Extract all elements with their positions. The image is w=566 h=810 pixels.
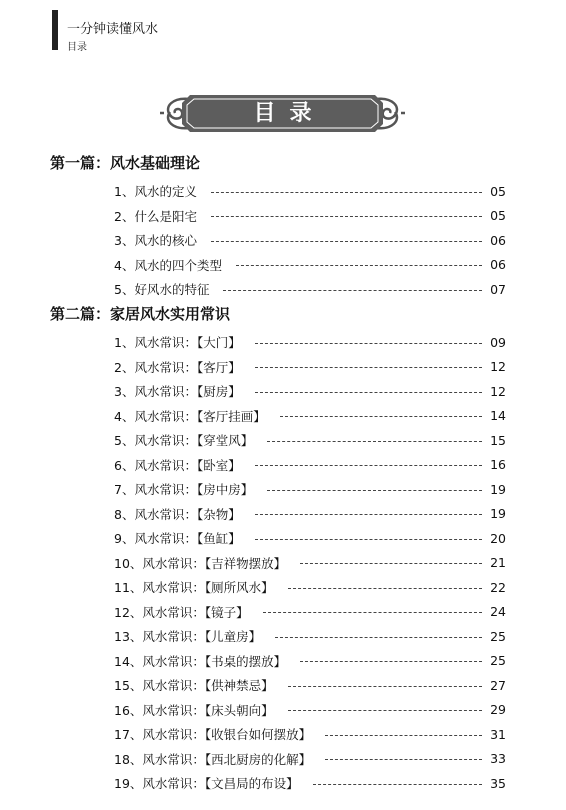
entry-label: 14、风水常识：【书桌的摆放】 bbox=[114, 653, 287, 669]
toc-entry[interactable] bbox=[114, 453, 506, 478]
page-number: 06 bbox=[490, 232, 506, 248]
entry-label: 10、风水常识：【吉祥物摆放】 bbox=[114, 555, 287, 571]
entry-label: 7、风水常识：【房中房】 bbox=[114, 482, 254, 498]
dot-leader bbox=[211, 192, 482, 193]
toc-entry[interactable] bbox=[114, 575, 506, 600]
part-heading: 第二篇：家居风水实用常识 bbox=[50, 305, 231, 323]
page-number: 29 bbox=[490, 702, 506, 718]
entry-label: 5、风水常识：【穿堂风】 bbox=[114, 433, 254, 449]
toc-entry[interactable] bbox=[114, 228, 506, 253]
entry-label: 9、风水常识：【鱼缸】 bbox=[114, 531, 241, 547]
toc-entry[interactable] bbox=[114, 355, 506, 380]
page-number: 24 bbox=[490, 604, 506, 620]
toc-banner bbox=[160, 91, 405, 136]
toc-list bbox=[114, 179, 506, 302]
page-number: 05 bbox=[490, 208, 506, 224]
toc-entry[interactable] bbox=[114, 477, 506, 502]
page-number: 31 bbox=[490, 726, 506, 742]
book-title: 一分钟读懂风水 bbox=[67, 22, 159, 37]
dot-leader bbox=[288, 588, 482, 589]
page-number: 33 bbox=[490, 751, 506, 767]
header-accent-bar bbox=[52, 10, 58, 50]
toc-entry[interactable] bbox=[114, 253, 506, 278]
page-number: 25 bbox=[490, 628, 506, 644]
dot-leader bbox=[255, 343, 482, 344]
page-number: 05 bbox=[490, 183, 506, 199]
toc-entry[interactable] bbox=[114, 277, 506, 302]
dot-leader bbox=[325, 759, 482, 760]
entry-label: 3、风水的核心 bbox=[114, 233, 197, 249]
toc-list bbox=[114, 330, 506, 796]
toc-entry[interactable] bbox=[114, 551, 506, 576]
toc-entry[interactable] bbox=[114, 624, 506, 649]
toc-entry[interactable] bbox=[114, 502, 506, 527]
dot-leader bbox=[211, 216, 482, 217]
dot-leader bbox=[325, 735, 482, 736]
dot-leader bbox=[223, 290, 482, 291]
toc-entry[interactable] bbox=[114, 722, 506, 747]
dot-leader bbox=[255, 465, 482, 466]
entry-label: 5、好风水的特征 bbox=[114, 282, 210, 298]
page-number: 14 bbox=[490, 408, 506, 424]
toc-entry[interactable] bbox=[114, 747, 506, 772]
page-number: 22 bbox=[490, 579, 506, 595]
toc-title: 目录 bbox=[253, 101, 326, 126]
part-heading: 第一篇：风水基础理论 bbox=[50, 154, 201, 172]
toc-entry[interactable] bbox=[114, 204, 506, 229]
entry-label: 19、风水常识：【文昌局的布设】 bbox=[114, 776, 299, 792]
entry-label: 8、风水常识：【杂物】 bbox=[114, 506, 241, 522]
entry-label: 4、风水的四个类型 bbox=[114, 257, 222, 273]
entry-label: 17、风水常识：【收银台如何摆放】 bbox=[114, 727, 312, 743]
dot-leader bbox=[211, 241, 482, 242]
dot-leader bbox=[255, 392, 482, 393]
entry-label: 6、风水常识：【卧室】 bbox=[114, 457, 241, 473]
dot-leader bbox=[288, 686, 482, 687]
dot-leader bbox=[300, 563, 482, 564]
entry-label: 13、风水常识：【儿童房】 bbox=[114, 629, 262, 645]
page-number: 19 bbox=[490, 506, 506, 522]
entry-label: 1、风水常识：【大门】 bbox=[114, 335, 241, 351]
entry-label: 18、风水常识：【西北厨房的化解】 bbox=[114, 751, 312, 767]
page-number: 06 bbox=[490, 257, 506, 273]
entry-label: 15、风水常识：【供神禁忌】 bbox=[114, 678, 274, 694]
entry-label: 11、风水常识：【厕所风水】 bbox=[114, 580, 274, 596]
toc-entry[interactable] bbox=[114, 379, 506, 404]
dot-leader bbox=[255, 514, 482, 515]
entry-label: 2、什么是阳宅 bbox=[114, 208, 197, 224]
dot-leader bbox=[267, 441, 482, 442]
toc-entry[interactable] bbox=[114, 179, 506, 204]
page-number: 25 bbox=[490, 653, 506, 669]
page-number: 27 bbox=[490, 677, 506, 693]
section-label: 目录 bbox=[67, 42, 87, 53]
toc-entry[interactable] bbox=[114, 698, 506, 723]
dot-leader bbox=[313, 784, 482, 785]
page-number: 09 bbox=[490, 334, 506, 350]
toc-entry[interactable] bbox=[114, 673, 506, 698]
dot-leader bbox=[263, 612, 482, 613]
dot-leader bbox=[280, 416, 482, 417]
toc-entry[interactable] bbox=[114, 649, 506, 674]
page-number: 16 bbox=[490, 457, 506, 473]
dot-leader bbox=[267, 490, 482, 491]
page-number: 12 bbox=[490, 359, 506, 375]
entry-label: 12、风水常识：【镜子】 bbox=[114, 604, 249, 620]
toc-entry[interactable] bbox=[114, 330, 506, 355]
dot-leader bbox=[255, 367, 482, 368]
dot-leader bbox=[255, 539, 482, 540]
page-number: 07 bbox=[490, 281, 506, 297]
page-number: 15 bbox=[490, 432, 506, 448]
page-number: 19 bbox=[490, 481, 506, 497]
page-number: 20 bbox=[490, 530, 506, 546]
toc-entry[interactable] bbox=[114, 404, 506, 429]
page-number: 35 bbox=[490, 775, 506, 791]
page-number: 12 bbox=[490, 383, 506, 399]
entry-label: 1、风水的定义 bbox=[114, 184, 197, 200]
entry-label: 4、风水常识：【客厅挂画】 bbox=[114, 408, 266, 424]
entry-label: 2、风水常识：【客厅】 bbox=[114, 359, 241, 375]
toc-entry[interactable] bbox=[114, 526, 506, 551]
dot-leader bbox=[288, 710, 482, 711]
entry-label: 3、风水常识：【厨房】 bbox=[114, 384, 241, 400]
page-number: 21 bbox=[490, 555, 506, 571]
dot-leader bbox=[300, 661, 482, 662]
toc-entry[interactable] bbox=[114, 771, 506, 796]
toc-entry[interactable] bbox=[114, 600, 506, 625]
dot-leader bbox=[236, 265, 482, 266]
dot-leader bbox=[275, 637, 482, 638]
entry-label: 16、风水常识：【床头朝向】 bbox=[114, 702, 274, 718]
toc-entry[interactable] bbox=[114, 428, 506, 453]
